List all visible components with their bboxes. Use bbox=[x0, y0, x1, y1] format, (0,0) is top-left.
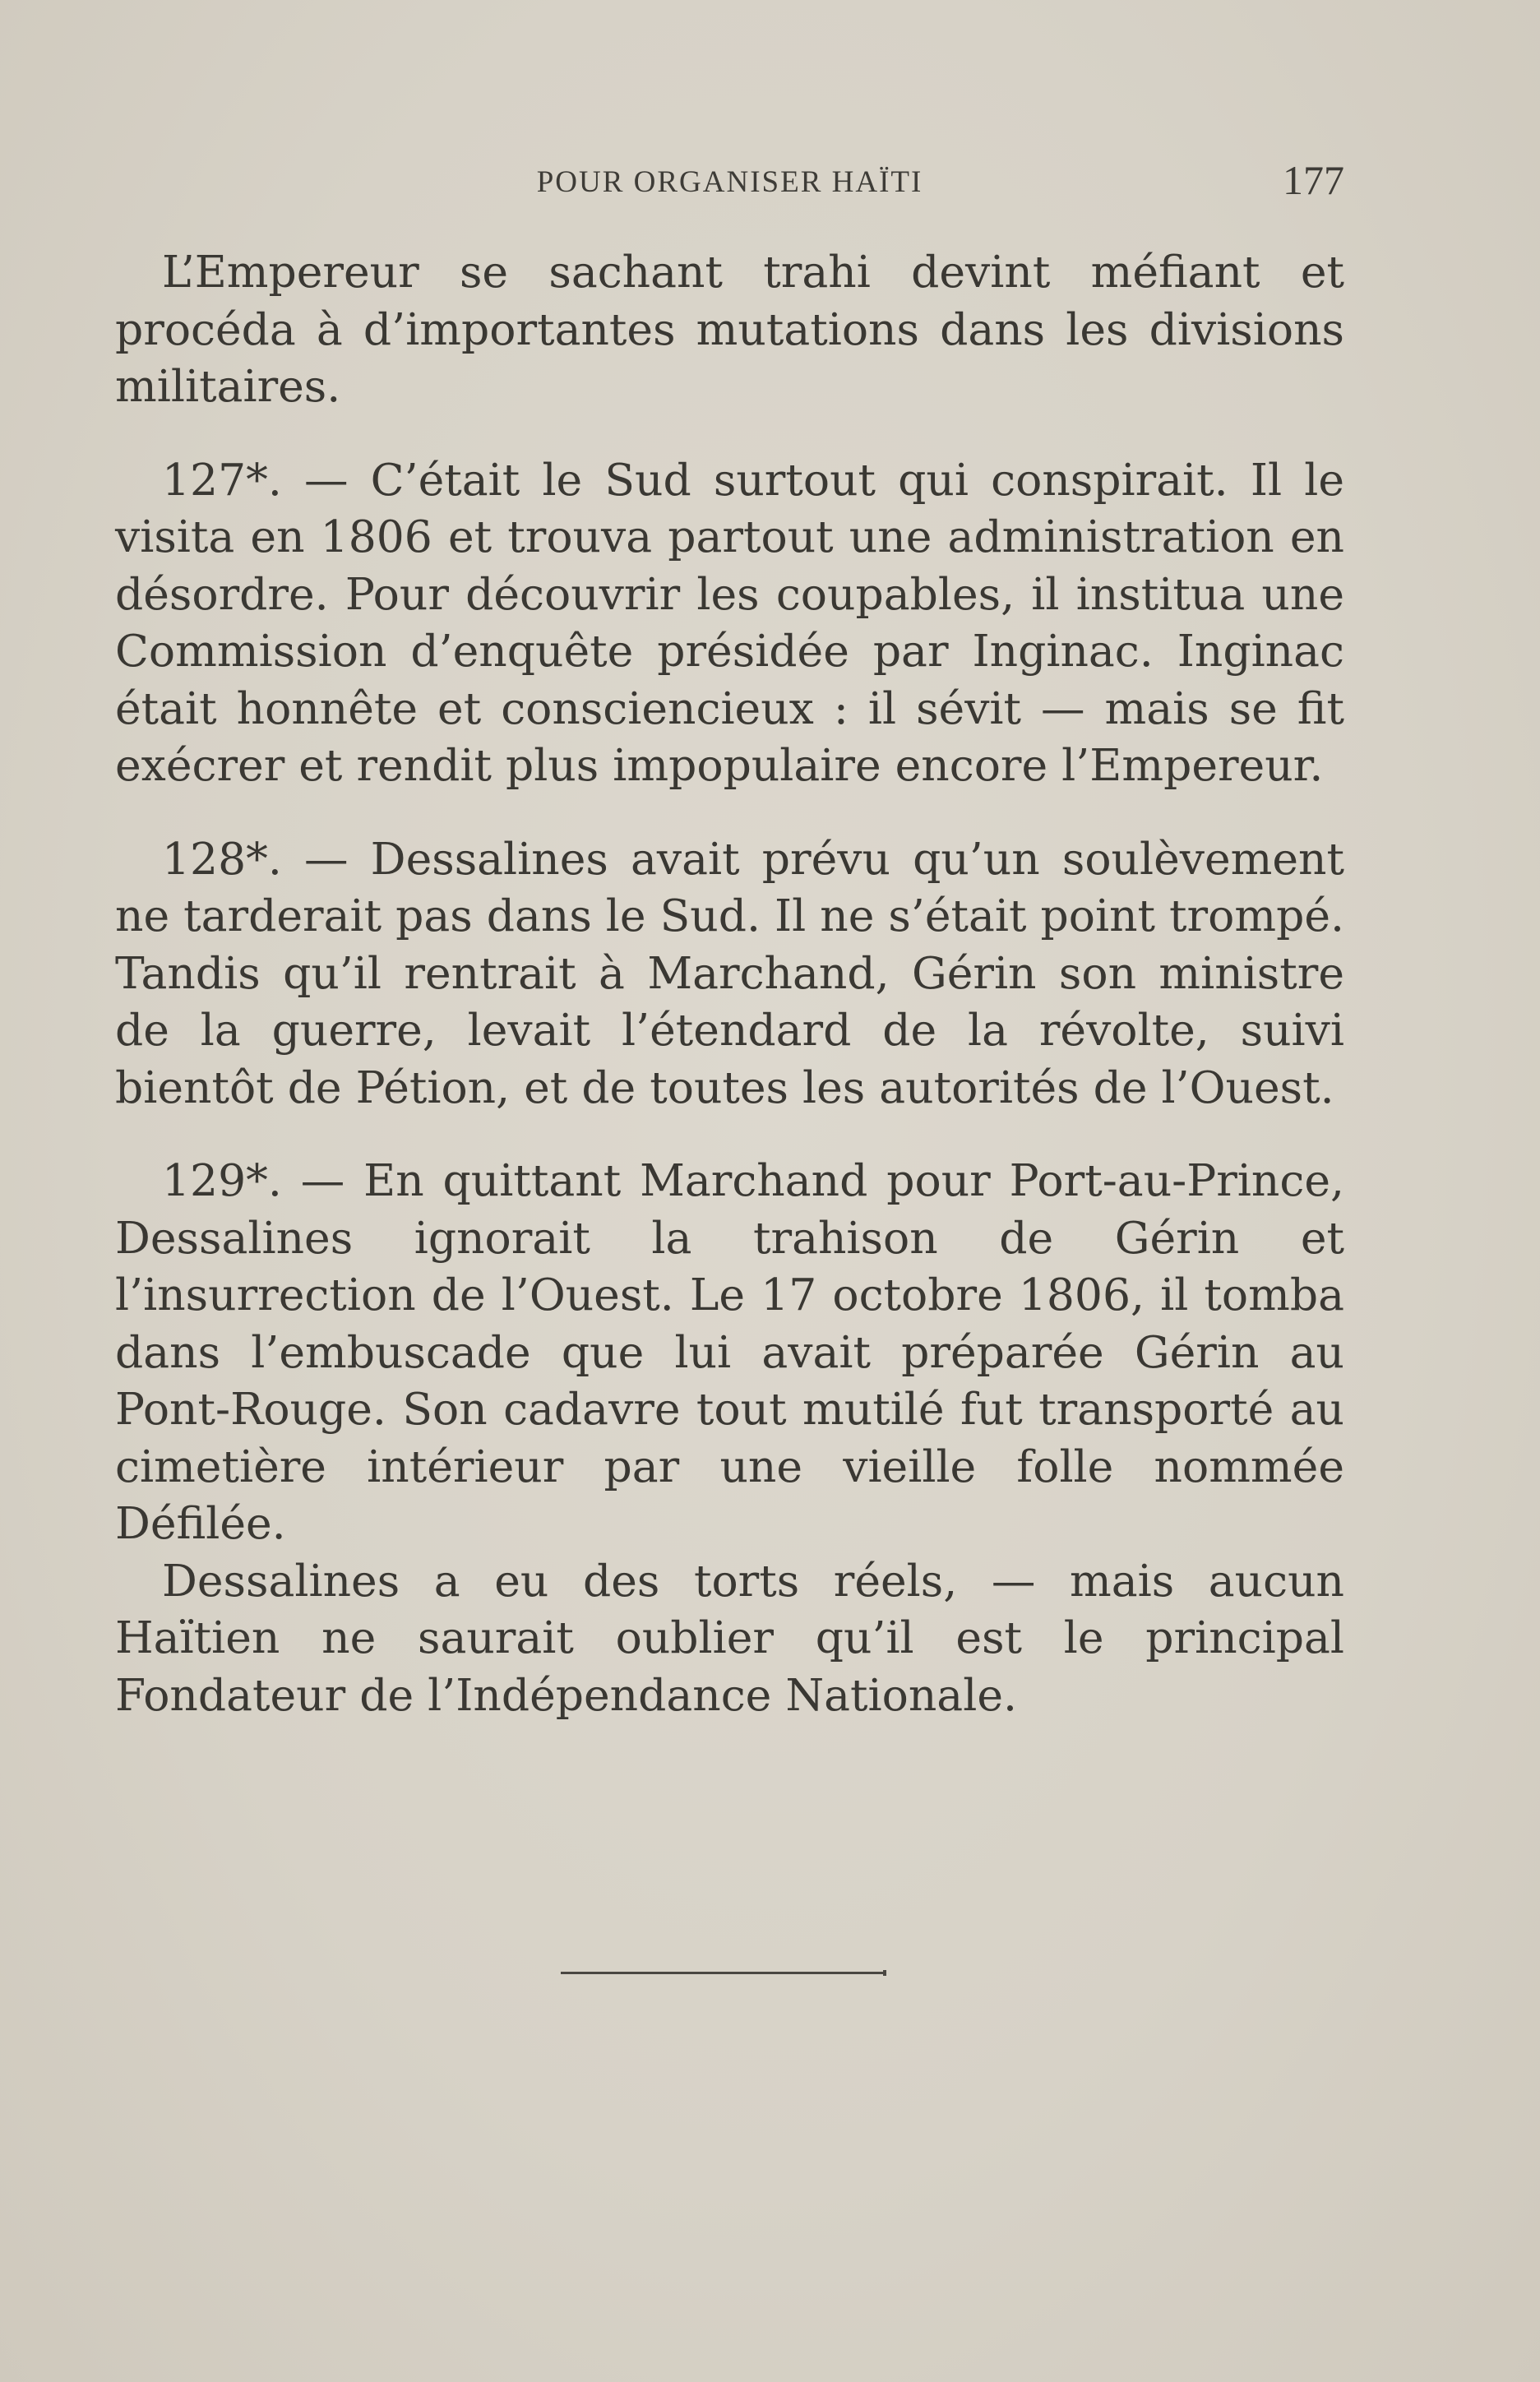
body-text bbox=[115, 243, 1344, 1723]
end-rule-tick bbox=[883, 1970, 886, 1976]
paragraph-conclusion: Dessalines a eu des torts réels, — mais aucun Haïtien ne saurait oublier qu’il est le principal Fondateur de l’Indépendance Nationale. bbox=[115, 1554, 1344, 1721]
page-number: 177 bbox=[1283, 157, 1344, 203]
paragraph-128: 128*. — Dessalines avait prévu qu’un soulèvement ne tarderait pas dans le Sud. Il ne s’était point trompé. Tandis qu’il rentrait à Marchand, Gérin son ministre de la guerre, levait l’étendard de la révolte, suivi bientôt de Pétion, et de toutes les autorités de l’Ouest. bbox=[115, 832, 1344, 1113]
paragraph-127: 127*. — C’était le Sud surtout qui conspirait. Il le visita en 1806 et trouva partout une administration en désordre. Pour découvrir les coupables, il institua une Commission d’enquête présidée par Inginac. Inginac était honnête et consciencieux : il sévit — mais se fit exécrer et rendit plus impopulaire encore l’Empereur. bbox=[115, 453, 1344, 791]
running-title: POUR ORGANISER HAÏTI bbox=[536, 165, 923, 199]
end-rule bbox=[561, 1972, 886, 1974]
paragraph-intro: L’Empereur se sachant trahi devint méfiant et procéda à d’importantes mutations dans les divisions militaires. bbox=[115, 246, 1344, 412]
running-header bbox=[115, 156, 1344, 206]
paragraph-129: 129*. — En quittant Marchand pour Port-au-Prince, Dessalines ignorait la trahison de Gérin et l’insurrection de l’Ouest. Le 17 octobre 1806, il tomba dans l’embuscade que lui avait préparée Gérin au Pont-Rouge. Son cadavre tout mutilé fut transporté au cimetière intérieur par une vieille folle nommée Défilée. bbox=[115, 1154, 1344, 1549]
